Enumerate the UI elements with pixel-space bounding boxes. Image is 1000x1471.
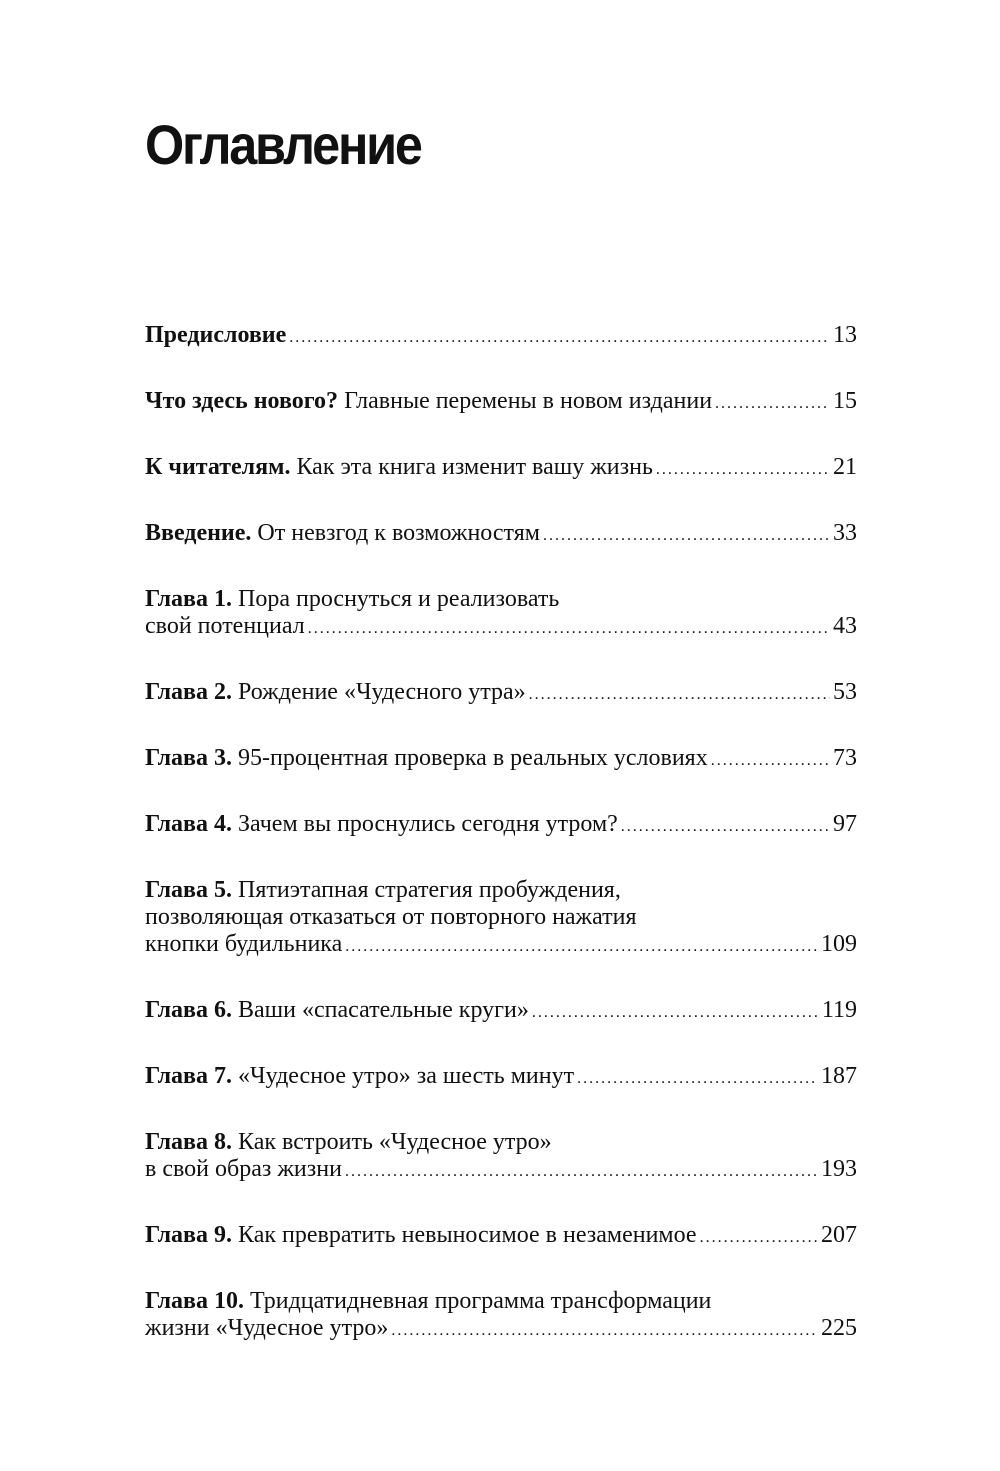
entry-text: [145, 520, 540, 547]
toc-line: [145, 679, 857, 708]
page-number[interactable]: 109: [821, 931, 857, 957]
toc-entry[interactable]: [145, 811, 857, 840]
dot-leader: [308, 615, 830, 642]
entry-text: [145, 877, 621, 903]
entry-title: Как превратить невыносимое в незаменимое: [238, 1222, 697, 1248]
entry-text: [145, 1315, 388, 1342]
entry-label: Глава 2.: [145, 679, 232, 705]
dot-leader: [577, 1065, 818, 1092]
dot-leader: [621, 813, 830, 840]
page-number[interactable]: 193: [821, 1156, 857, 1182]
toc-entry[interactable]: [145, 322, 857, 351]
entry-text: [145, 613, 305, 640]
entry-label: Глава 1.: [145, 586, 232, 612]
page-number[interactable]: 13: [833, 322, 857, 348]
toc-line: [145, 520, 857, 549]
toc-line: [145, 388, 857, 417]
entry-text: [145, 1129, 552, 1155]
entry-text: [145, 322, 286, 349]
entry-label: Глава 10.: [145, 1288, 244, 1314]
toc-entry[interactable]: [145, 388, 857, 417]
toc-line: [145, 931, 857, 960]
toc-line: [145, 877, 857, 904]
entry-label: К читателям.: [145, 454, 291, 480]
toc-entry[interactable]: [145, 745, 857, 774]
entry-label: Предисловие: [145, 322, 287, 348]
entry-label: Глава 7.: [145, 1063, 232, 1089]
entry-text: [145, 388, 712, 415]
entry-title: Рождение «Чудесного утра»: [238, 679, 526, 705]
toc-entry[interactable]: [145, 1222, 857, 1251]
entry-label: Глава 3.: [145, 745, 232, 771]
entry-title: От невзгод к возможностям: [257, 520, 540, 546]
dot-leader: [532, 999, 819, 1026]
dot-leader: [656, 456, 830, 483]
page-number[interactable]: 207: [821, 1222, 857, 1248]
toc-entry[interactable]: [145, 520, 857, 549]
entry-text: [145, 586, 559, 612]
entry-label: Введение.: [145, 520, 252, 546]
entry-title: Тридцатидневная программа трансформации: [250, 1288, 712, 1314]
toc-line: [145, 904, 857, 931]
toc-entry[interactable]: [145, 454, 857, 483]
toc-line: [145, 1288, 857, 1315]
entry-title: кнопки будильника: [145, 931, 343, 957]
toc-line: [145, 1315, 857, 1344]
entry-text: [145, 811, 618, 838]
entry-title: Пятиэтапная стратегия пробуждения,: [238, 877, 621, 903]
toc-entry[interactable]: [145, 1288, 857, 1344]
entry-label: Глава 6.: [145, 997, 232, 1023]
dot-leader: [543, 522, 830, 549]
entry-title: Пора проснуться и реализовать: [238, 586, 560, 612]
dot-leader: [700, 1224, 818, 1251]
entry-text: [145, 1288, 711, 1314]
toc-line: [145, 454, 857, 483]
toc-entry[interactable]: [145, 679, 857, 708]
entry-label: Глава 4.: [145, 811, 232, 837]
entry-label: Что здесь нового?: [145, 388, 339, 414]
entry-text: [145, 997, 529, 1024]
toc-entry[interactable]: [145, 586, 857, 642]
toc-line: [145, 811, 857, 840]
toc-entry[interactable]: [145, 1063, 857, 1092]
page-number[interactable]: 73: [833, 745, 857, 771]
toc-line: [145, 745, 857, 774]
entry-text: [145, 679, 526, 706]
dot-leader: [711, 747, 830, 774]
toc-line: [145, 322, 857, 351]
entry-text: [145, 1063, 574, 1090]
entry-label: Глава 8.: [145, 1129, 232, 1155]
entry-title: позволяющая отказаться от повторного нажатия: [145, 904, 637, 930]
page-number[interactable]: 43: [833, 613, 857, 639]
dot-leader: [715, 390, 830, 417]
page-number[interactable]: 187: [821, 1063, 857, 1089]
page-number[interactable]: 53: [833, 679, 857, 705]
toc-line: [145, 1063, 857, 1092]
entry-text: [145, 1222, 697, 1249]
entry-title: жизни «Чудесное утро»: [145, 1315, 389, 1341]
toc-line: [145, 1156, 857, 1185]
entry-title: 95-процентная проверка в реальных условиях: [238, 745, 708, 771]
entry-title: Ваши «спасательные круги»: [238, 997, 529, 1023]
entry-label: Глава 9.: [145, 1222, 232, 1248]
entry-title: Как эта книга изменит вашу жизнь: [296, 454, 653, 480]
toc-line: [145, 613, 857, 642]
toc-entry[interactable]: [145, 877, 857, 960]
entry-title: Как встроить «Чудесное утро»: [238, 1129, 552, 1155]
entry-label: Глава 5.: [145, 877, 232, 903]
entry-title: Главные перемены в новом издании: [344, 388, 713, 414]
dot-leader: [391, 1317, 818, 1344]
toc-line: [145, 1222, 857, 1251]
page-number[interactable]: 21: [833, 454, 857, 480]
page-number[interactable]: 119: [821, 997, 857, 1023]
dot-leader: [345, 933, 818, 960]
table-of-contents: [145, 322, 857, 1381]
entry-text: [145, 904, 637, 930]
entry-title: Зачем вы проснулись сегодня утром?: [238, 811, 618, 837]
entry-text: [145, 454, 653, 481]
page-title: Оглавление: [145, 113, 421, 176]
toc-line: [145, 997, 857, 1026]
toc-entry[interactable]: [145, 997, 857, 1026]
page-number[interactable]: 225: [821, 1315, 857, 1341]
page-number[interactable]: 97: [833, 811, 857, 837]
dot-leader: [289, 324, 830, 351]
page-number[interactable]: 33: [833, 520, 857, 546]
entry-title: «Чудесное утро» за шесть минут: [238, 1063, 575, 1089]
toc-line: [145, 586, 857, 613]
toc-line: [145, 1129, 857, 1156]
entry-text: [145, 931, 342, 958]
entry-text: [145, 1156, 342, 1183]
dot-leader: [529, 681, 830, 708]
page-number[interactable]: 15: [833, 388, 857, 414]
dot-leader: [345, 1158, 818, 1185]
toc-entry[interactable]: [145, 1129, 857, 1185]
entry-title: в свой образ жизни: [145, 1156, 342, 1182]
entry-text: [145, 745, 708, 772]
entry-title: свой потенциал: [145, 613, 305, 639]
